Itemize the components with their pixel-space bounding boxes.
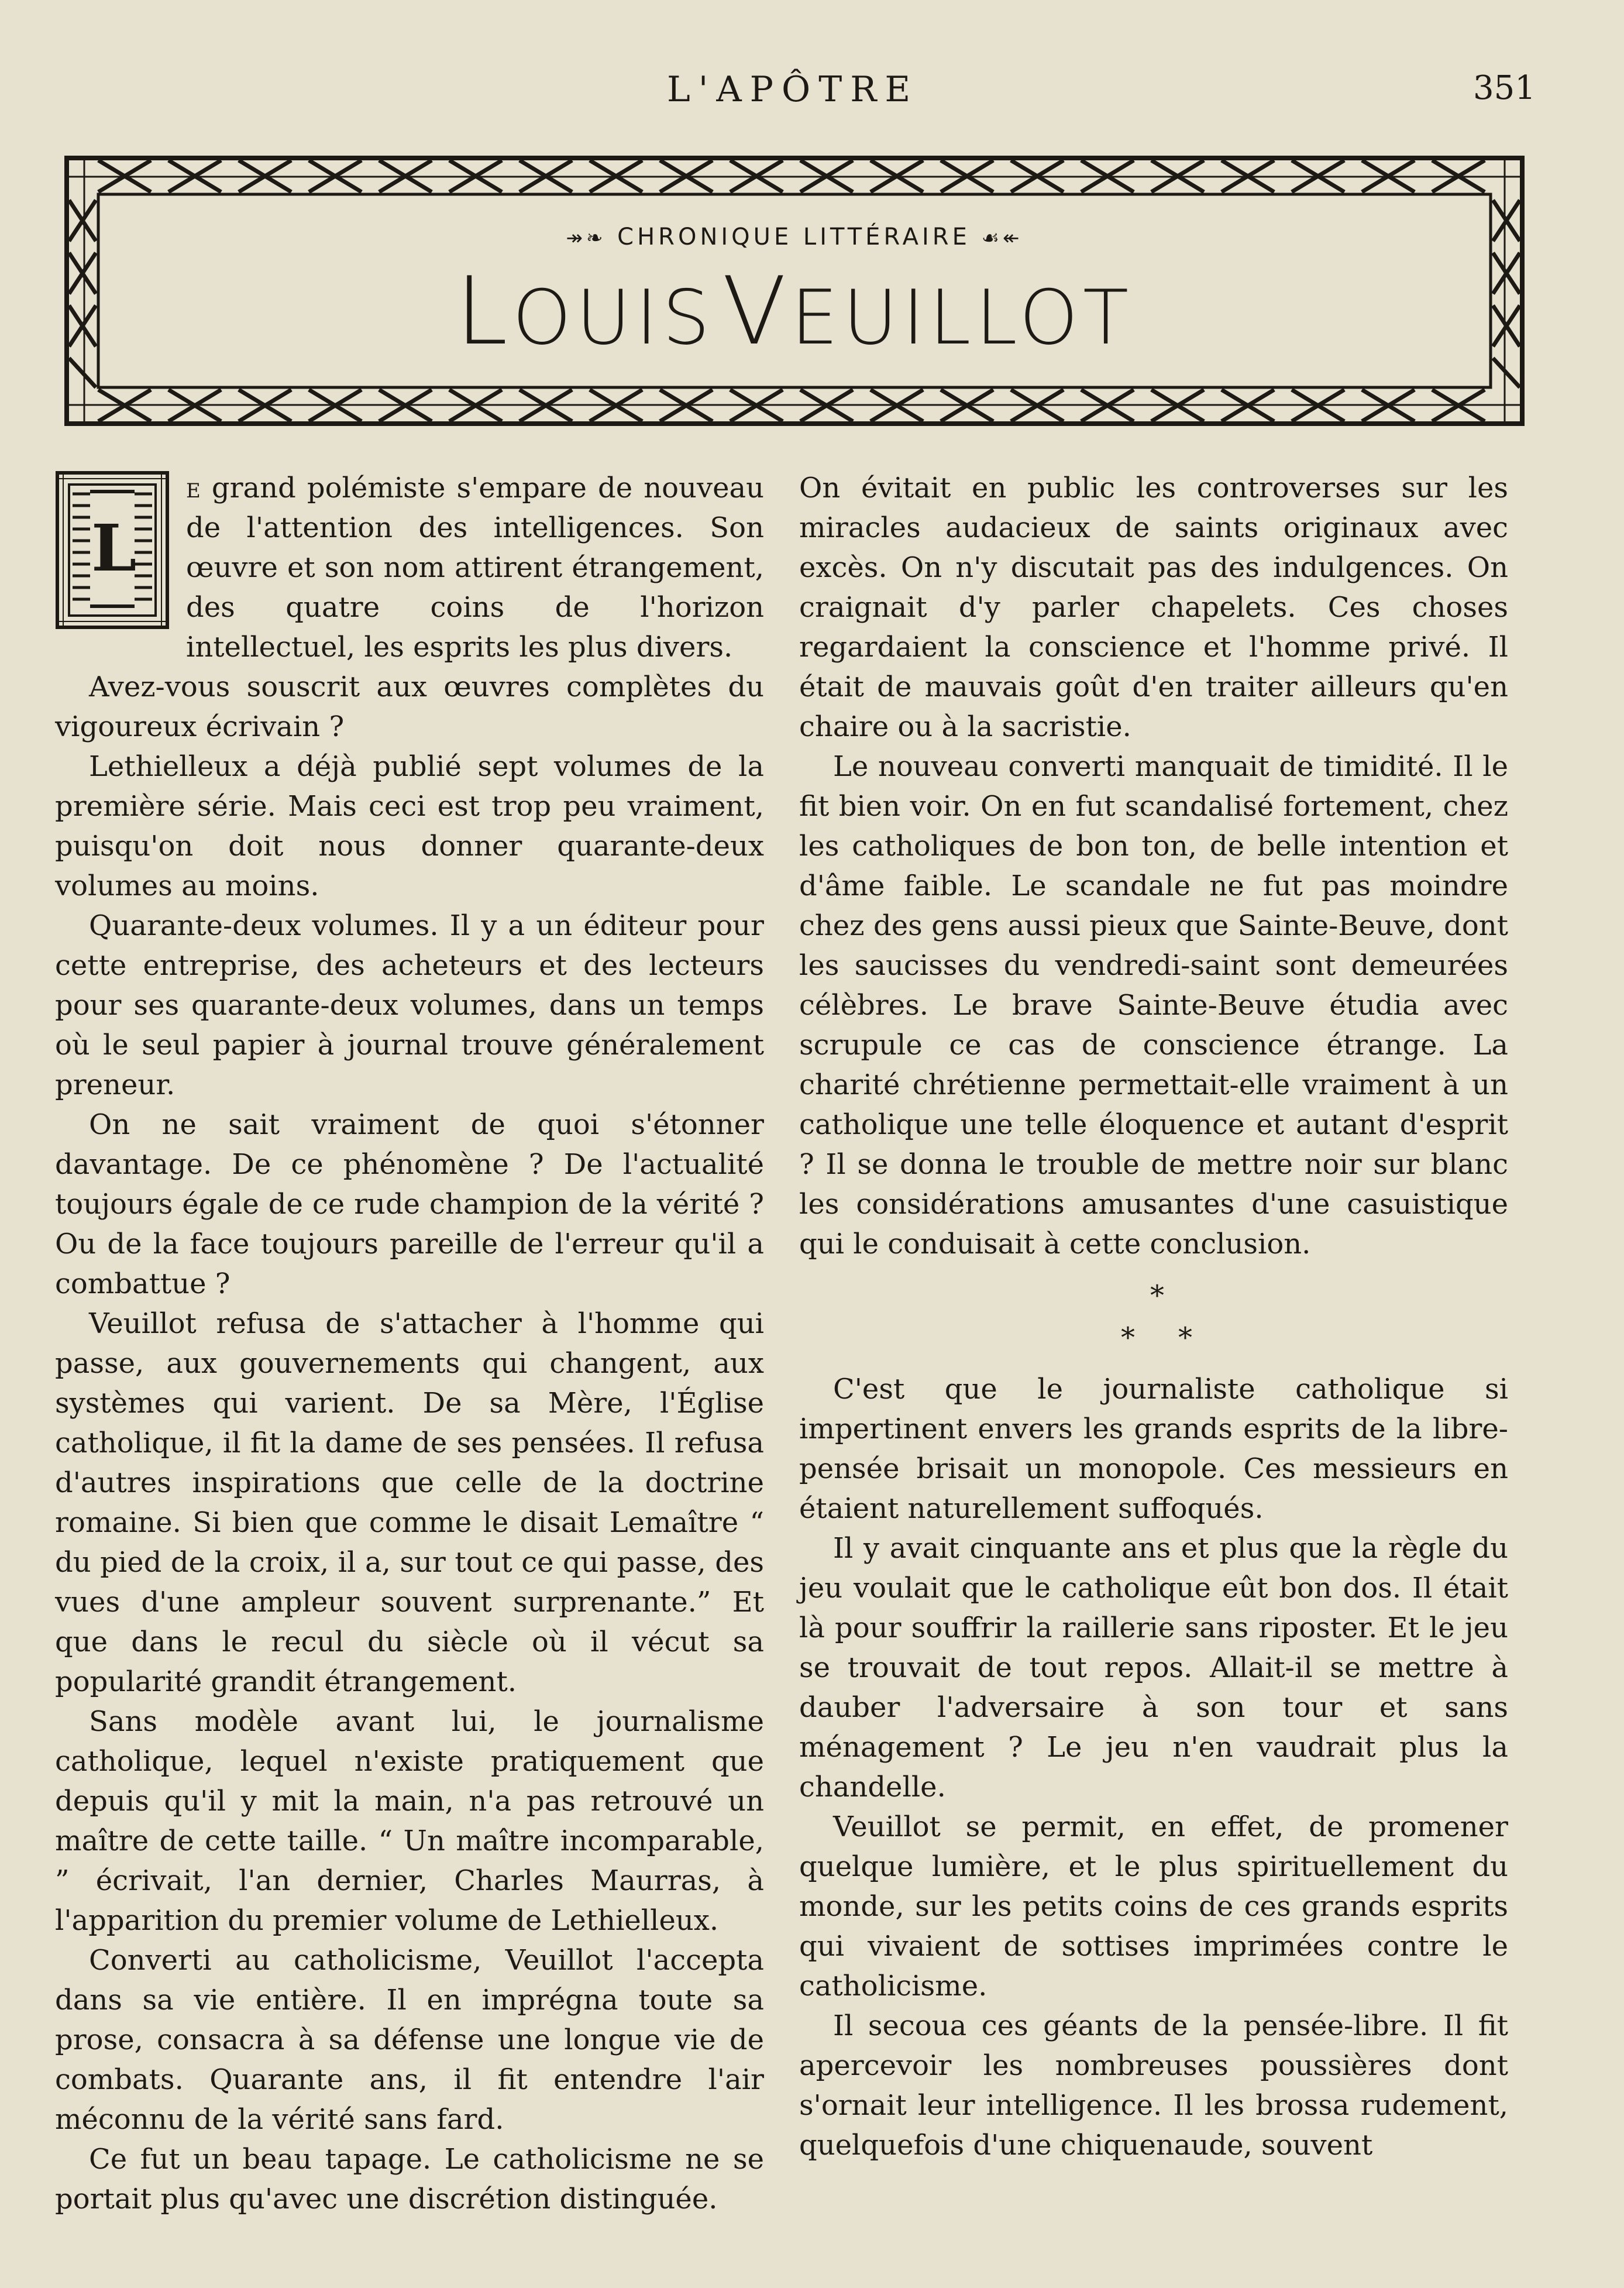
title-initial-2: V (722, 256, 791, 366)
right-column (799, 468, 1508, 2165)
title-frame (63, 153, 1526, 428)
rubric-text: CHRONIQUE LITTÉRAIRE (617, 224, 971, 250)
paragraph: Avez-vous souscrit aux œuvres complètes du vigoureux écrivain ? (55, 671, 764, 743)
section-rubric (63, 224, 1526, 250)
paragraph: Quarante-deux volumes. Il y a un éditeur pour cette entreprise, des acheteurs et des lecteurs pour ses quarante-deux volumes, dans un temps où le seul papier à journal trouve généralement preneur. (55, 909, 764, 1101)
rubric-ornament-right: ☙↞ (981, 226, 1023, 250)
paragraph: Lethielleux a déjà publié sept volumes de la première série. Mais ceci est trop peu vraiment, puisqu'on doit nous donner quarante-deux volumes au moins. (55, 750, 764, 902)
article-title (63, 256, 1526, 366)
paragraph: On évitait en public les controverses sur les miracles audacieux de saints originaux avec excès. On n'y discutait pas des indulgences. On craignait d'y parler chapelets. Ces choses regardaient la conscience et l'homme privé. Il était de mauvais goût d'en traiter ailleurs qu'en chaire ou à la sacristie. (799, 472, 1508, 743)
title-rest-2: EUILLOT (790, 274, 1134, 362)
title-initial-1: L (455, 256, 512, 366)
journal-name: L'APÔTRE (667, 69, 919, 110)
rubric-ornament-left: ↠❧ (566, 226, 607, 250)
paragraph: Veuillot refusa de s'attacher à l'homme qui passe, aux gouvernements qui changent, aux systèmes qui varient. De sa Mère, l'Église catholique, il fit la dame de ses pensées. Il refusa d'autres inspirations que celle de la doctrine romaine. Si bien que comme le disait Lemaître “ du pied de la croix, il a, sur tout ce qui passe, des vues d'une ampleur souvent surprenante.” Et que dans le recul du siècle où il vécut sa popularité grandit étrangement. (55, 1307, 764, 1698)
paragraph: On ne sait vraiment de quoi s'étonner davantage. De ce phénomène ? De l'actualité toujours égale de ce rude champion de la vérité ? Ou de la face toujours pareille de l'erreur qu'il a combattue ? (55, 1108, 764, 1300)
asterisk: * (1178, 1321, 1192, 1354)
paragraph: Converti au catholicisme, Veuillot l'accepta dans sa vie entière. Il en imprégna toute sa prose, consacra à sa défense une longue vie de combats. Quarante ans, il fit entendre l'air méconnu de la vérité sans fard. (55, 1944, 764, 2136)
asterisk: * (1121, 1321, 1135, 1354)
paragraph: Il secoua ces géants de la pensée-libre. Il fit apercevoir les nombreuses poussières dont s'ornait leur intelligence. Il les brossa rudement, quelquefois d'une chiquenaude, souvent (799, 2009, 1508, 2162)
title-rest-1: OUIS (512, 274, 715, 362)
paragraph: Ce fut un beau tapage. Le catholicisme ne se portait plus qu'avec une discrétion distinguée. (55, 2143, 764, 2215)
paragraph: C'est que le journaliste catholique si impertinent envers les grands esprits de la libre-pensée brisait un monopole. Ces messieurs en étaient naturellement suffoqués. (799, 1373, 1508, 1525)
running-head (0, 69, 1624, 122)
paragraph-text: grand polémiste s'empare de nouveau de l'attention des intelligences. Son œuvre et son nom attirent étrangement, des quatre coins de l'horizon intellectuel, les esprits les plus divers. (186, 472, 764, 664)
drop-cap-letter: L (91, 510, 137, 586)
paragraph: Sans modèle avant lui, le journalisme catholique, lequel n'existe pratiquement que depuis qu'il y mit la main, n'a pas retrouvé un maître de cette taille. “ Un maître incomparable, ” écrivait, l'an dernier, Charles Maurras, à l'apparition du premier volume de Lethielleux. (55, 1705, 764, 1937)
drop-cap (55, 470, 170, 630)
first-word-rest: e (186, 472, 201, 504)
left-column (55, 468, 764, 2219)
paragraph (55, 468, 764, 667)
paragraph: Il y avait cinquante ans et plus que la règle du jeu voulait que le catholique eût bon dos. Il était là pour souffrir la raillerie sans riposter. Et le jeu se trouvait de tout repos. Allait-il se mettre à dauber l'adversaire à son tour et sans ménagement ? Le jeu n'en vaudrait plus la chandelle. (799, 1532, 1508, 1803)
section-break (799, 1264, 1508, 1369)
page-number: 351 (1473, 69, 1536, 107)
paragraph: Le nouveau converti manquait de timidité. Il le fit bien voir. On en fut scandalisé fortement, chez les catholiques de bon ton, de belle intention et d'âme faible. Le scandale ne fut pas moindre chez des gens aussi pieux que Sainte-Beuve, dont les saucisses du vendredi-saint sont demeurées célèbres. Le brave Sainte-Beuve étudia avec scrupule ce cas de conscience étrange. La charité chrétienne permettait-elle vraiment à un catholique une telle éloquence et autant d'esprit ? Il se donna le trouble de mettre noir sur blanc les considérations amusantes d'une casuistique qui le conduisait à cette conclusion. (799, 750, 1508, 1260)
asterisk: * (1150, 1279, 1164, 1312)
paragraph: Veuillot se permit, en effet, de promener quelque lumière, et le plus spirituellement du monde, sur les petits coins de ces grands esprits qui vivaient de sottises imprimées contre le catholicisme. (799, 1811, 1508, 2002)
